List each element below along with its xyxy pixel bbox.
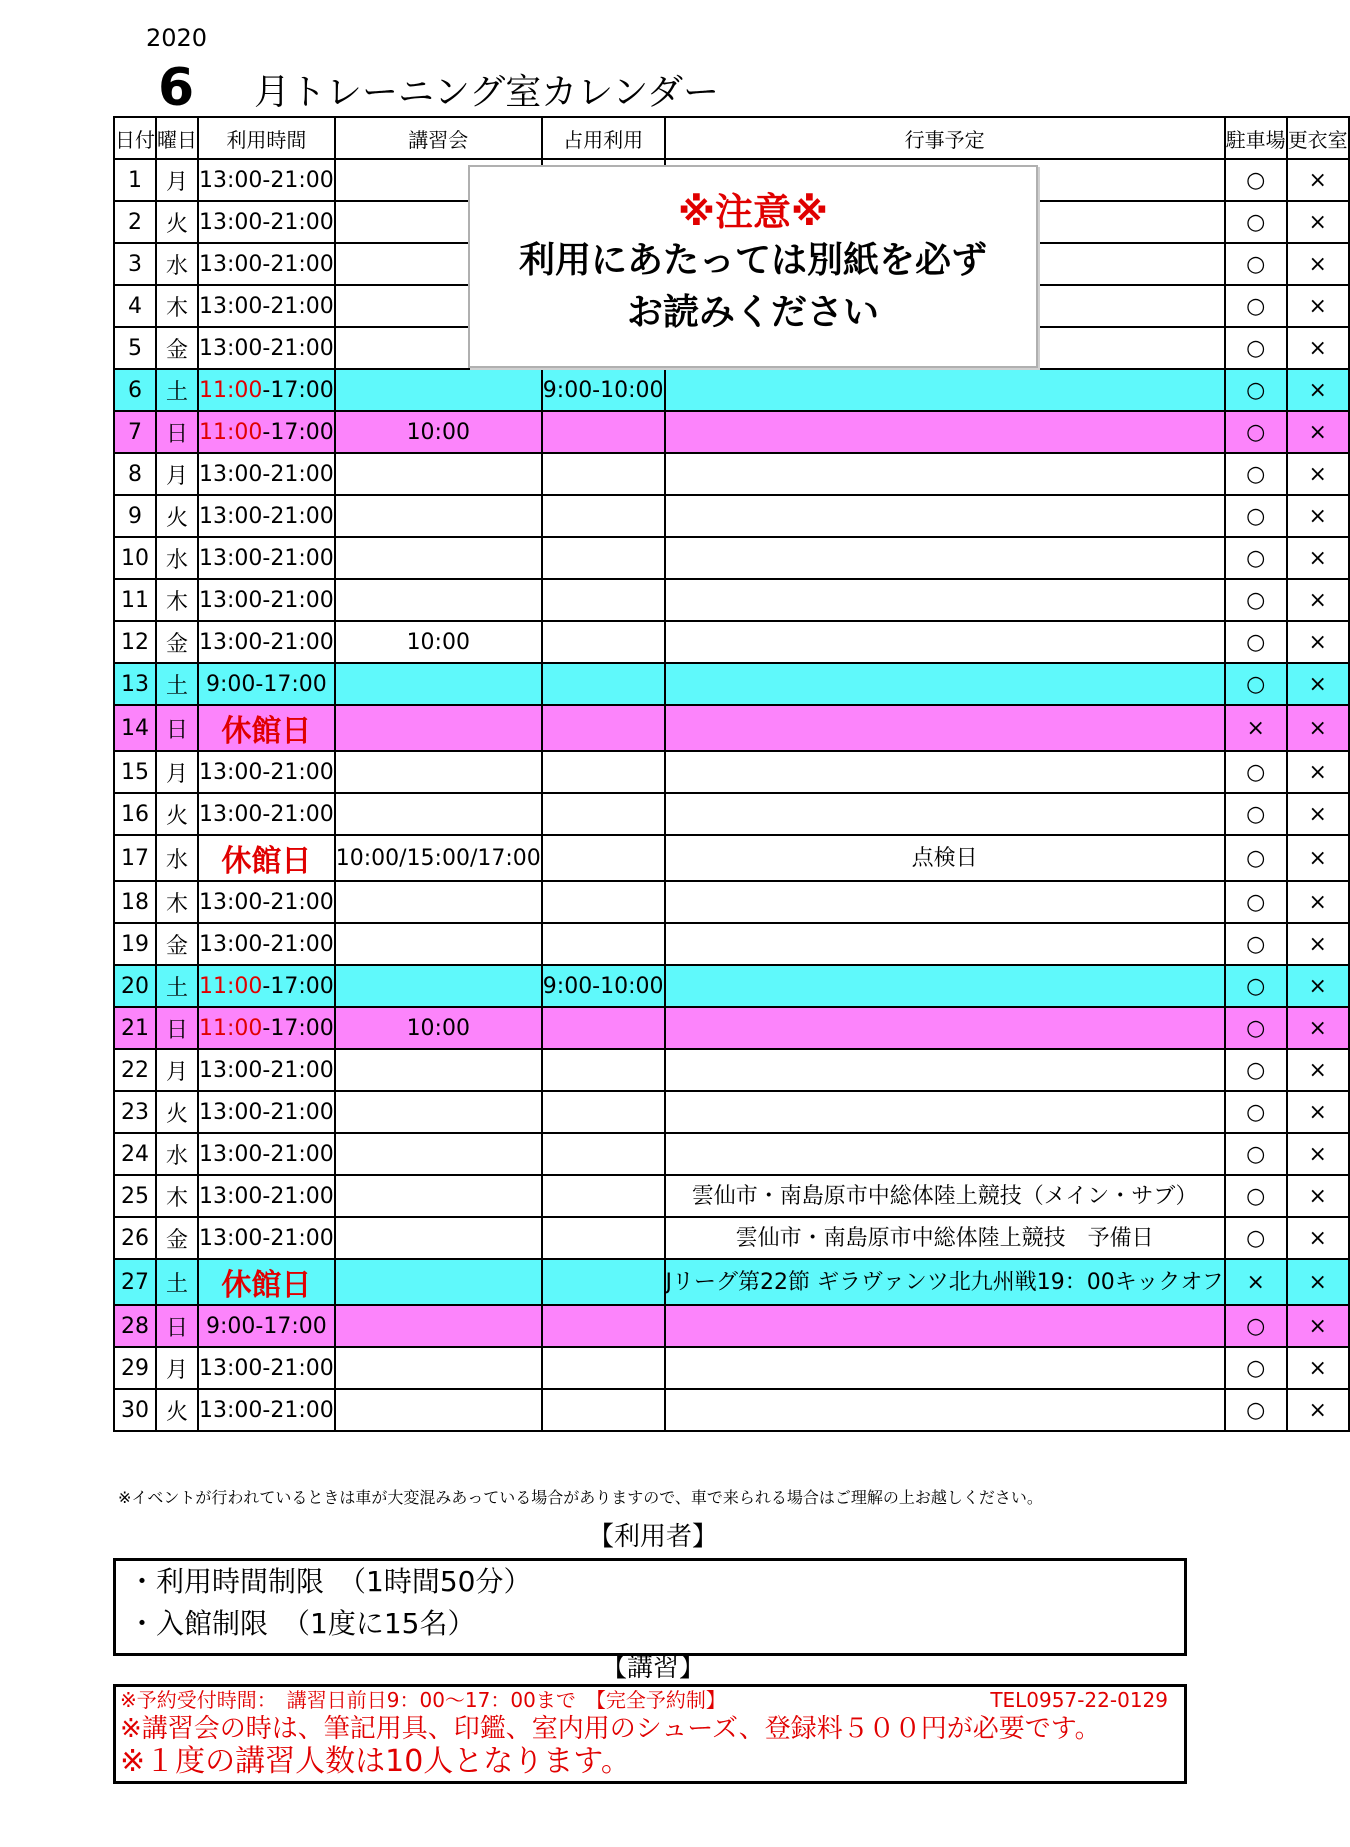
weekday-cell: 木	[156, 579, 198, 621]
header-events: 行事予定	[665, 117, 1225, 159]
event-cell	[665, 751, 1225, 793]
table-row	[114, 411, 1349, 453]
locker-cell: ×	[1287, 1175, 1349, 1217]
hours-cell	[198, 965, 335, 1007]
event-cell	[665, 453, 1225, 495]
date-cell: 16	[114, 793, 156, 835]
header-lecture: 講習会	[335, 117, 542, 159]
hours-cell: 13:00-21:00	[198, 621, 335, 663]
exclusive-cell	[542, 495, 665, 537]
lecture-cell	[335, 751, 542, 793]
hours-cell: 13:00-21:00	[198, 1091, 335, 1133]
event-cell: 雲仙市・南島原市中総体陸上競技（メイン・サブ）	[665, 1175, 1225, 1217]
exclusive-cell	[542, 705, 665, 751]
event-cell	[665, 369, 1225, 411]
locker-cell: ×	[1287, 243, 1349, 285]
closed-cell: 休館日	[198, 835, 335, 881]
parking-cell: ○	[1225, 1217, 1287, 1259]
locker-cell: ×	[1287, 579, 1349, 621]
weekday-cell: 月	[156, 453, 198, 495]
event-cell	[665, 621, 1225, 663]
locker-cell: ×	[1287, 1259, 1349, 1305]
notice-title: ※注意※	[678, 190, 828, 234]
parking-cell: ○	[1225, 243, 1287, 285]
users-heading: 【利用者】	[587, 1522, 718, 1552]
hours-start: 11:00	[199, 419, 263, 445]
exclusive-cell	[542, 835, 665, 881]
locker-cell: ×	[1287, 793, 1349, 835]
weekday-cell: 土	[156, 663, 198, 705]
locker-cell: ×	[1287, 1091, 1349, 1133]
locker-cell: ×	[1287, 1305, 1349, 1347]
parking-cell: ×	[1225, 1259, 1287, 1305]
locker-cell: ×	[1287, 453, 1349, 495]
parking-cell: ○	[1225, 1049, 1287, 1091]
lecture-cell	[335, 663, 542, 705]
table-row	[114, 881, 1349, 923]
hours-cell: 13:00-21:00	[198, 751, 335, 793]
parking-cell: ○	[1225, 579, 1287, 621]
date-cell: 29	[114, 1347, 156, 1389]
date-cell: 6	[114, 369, 156, 411]
hours-end: -17:00	[262, 1015, 334, 1041]
date-cell: 26	[114, 1217, 156, 1259]
date-cell: 30	[114, 1389, 156, 1431]
exclusive-cell	[542, 537, 665, 579]
table-row	[114, 579, 1349, 621]
hours-cell	[198, 369, 335, 411]
table-row	[114, 1305, 1349, 1347]
weekday-cell: 金	[156, 1217, 198, 1259]
hours-cell: 13:00-21:00	[198, 1217, 335, 1259]
exclusive-cell	[542, 1217, 665, 1259]
parking-cell: ○	[1225, 285, 1287, 327]
locker-cell: ×	[1287, 411, 1349, 453]
date-cell: 13	[114, 663, 156, 705]
lecture-cell	[335, 537, 542, 579]
hours-cell: 13:00-21:00	[198, 285, 335, 327]
parking-cell: ○	[1225, 621, 1287, 663]
exclusive-cell	[542, 1259, 665, 1305]
exclusive-cell	[542, 881, 665, 923]
parking-cell: ○	[1225, 835, 1287, 881]
locker-cell: ×	[1287, 621, 1349, 663]
parking-cell: ○	[1225, 1305, 1287, 1347]
page-title: 月トレーニング室カレンダー	[254, 72, 719, 113]
lecture-cell	[335, 793, 542, 835]
hours-cell: 13:00-21:00	[198, 923, 335, 965]
weekday-cell: 火	[156, 201, 198, 243]
lecture-cell: 10:00/15:00/17:00	[335, 835, 542, 881]
lecture-cell: 10:00	[335, 621, 542, 663]
table-row	[114, 835, 1349, 881]
lecture-cell: 10:00	[335, 1007, 542, 1049]
lecture-cell	[335, 453, 542, 495]
weekday-cell: 火	[156, 495, 198, 537]
table-row	[114, 923, 1349, 965]
hours-cell	[198, 411, 335, 453]
lecture-cell	[335, 1175, 542, 1217]
hours-cell: 13:00-21:00	[198, 1133, 335, 1175]
locker-cell: ×	[1287, 285, 1349, 327]
header-weekday: 曜日	[156, 117, 198, 159]
header-date: 日付	[114, 117, 156, 159]
event-cell	[665, 1305, 1225, 1347]
table-row	[114, 965, 1349, 1007]
lecture-cell	[335, 1305, 542, 1347]
lecture-cell	[335, 923, 542, 965]
exclusive-cell	[542, 411, 665, 453]
hours-cell: 13:00-21:00	[198, 243, 335, 285]
parking-cell: ○	[1225, 537, 1287, 579]
weekday-cell: 日	[156, 1007, 198, 1049]
lecture-reservation-text: ※予約受付時間： 講習日前日9：00〜17：00まで 【完全予約制】	[120, 1688, 726, 1712]
locker-cell: ×	[1287, 923, 1349, 965]
weekday-cell: 月	[156, 751, 198, 793]
event-cell	[665, 663, 1225, 705]
parking-cell: ○	[1225, 1389, 1287, 1431]
event-cell	[665, 579, 1225, 621]
weekday-cell: 水	[156, 537, 198, 579]
parking-cell: ○	[1225, 1133, 1287, 1175]
header-parking: 駐車場	[1225, 117, 1287, 159]
hours-cell: 13:00-21:00	[198, 537, 335, 579]
parking-cell: ○	[1225, 663, 1287, 705]
parking-cell: ○	[1225, 793, 1287, 835]
weekday-cell: 水	[156, 835, 198, 881]
event-cell	[665, 411, 1225, 453]
weekday-cell: 火	[156, 793, 198, 835]
hours-cell: 13:00-21:00	[198, 1347, 335, 1389]
lecture-cell: 10:00	[335, 411, 542, 453]
locker-cell: ×	[1287, 1347, 1349, 1389]
locker-cell: ×	[1287, 835, 1349, 881]
hours-start: 11:00	[199, 973, 263, 999]
date-cell: 9	[114, 495, 156, 537]
exclusive-cell	[542, 1007, 665, 1049]
lecture-box	[113, 1684, 1187, 1784]
table-row	[114, 793, 1349, 835]
parking-cell: ○	[1225, 453, 1287, 495]
lecture-requirements: ※講習会の時は、筆記用具、印鑑、室内用のシューズ、登録料５００円が必要です。	[120, 1714, 1101, 1744]
event-cell	[665, 965, 1225, 1007]
hours-cell: 13:00-21:00	[198, 793, 335, 835]
hours-cell: 13:00-21:00	[198, 201, 335, 243]
date-cell: 20	[114, 965, 156, 1007]
table-row	[114, 369, 1349, 411]
date-cell: 28	[114, 1305, 156, 1347]
date-cell: 11	[114, 579, 156, 621]
table-row	[114, 621, 1349, 663]
weekday-cell: 日	[156, 411, 198, 453]
exclusive-cell	[542, 579, 665, 621]
date-cell: 4	[114, 285, 156, 327]
weekday-cell: 金	[156, 327, 198, 369]
date-cell: 24	[114, 1133, 156, 1175]
weekday-cell: 金	[156, 621, 198, 663]
parking-cell: ○	[1225, 1007, 1287, 1049]
hours-start: 11:00	[199, 377, 263, 403]
weekday-cell: 火	[156, 1091, 198, 1133]
exclusive-cell	[542, 663, 665, 705]
notice-box	[468, 165, 1038, 368]
date-cell: 12	[114, 621, 156, 663]
hours-cell: 13:00-21:00	[198, 881, 335, 923]
exclusive-cell	[542, 621, 665, 663]
users-box	[113, 1558, 1187, 1656]
hours-cell: 13:00-21:00	[198, 453, 335, 495]
parking-cell: ○	[1225, 1091, 1287, 1133]
exclusive-cell	[542, 1091, 665, 1133]
event-cell	[665, 793, 1225, 835]
table-row	[114, 1347, 1349, 1389]
exclusive-cell	[542, 793, 665, 835]
locker-cell: ×	[1287, 1389, 1349, 1431]
parking-cell: ○	[1225, 495, 1287, 537]
table-row	[114, 453, 1349, 495]
weekday-cell: 日	[156, 1305, 198, 1347]
exclusive-cell	[542, 1049, 665, 1091]
exclusive-cell	[542, 1389, 665, 1431]
parking-cell: ○	[1225, 1347, 1287, 1389]
parking-cell: ○	[1225, 159, 1287, 201]
closed-cell: 休館日	[198, 1259, 335, 1305]
parking-cell: ○	[1225, 369, 1287, 411]
exclusive-cell	[542, 453, 665, 495]
date-cell: 3	[114, 243, 156, 285]
table-row	[114, 1389, 1349, 1431]
locker-cell: ×	[1287, 705, 1349, 751]
hours-cell: 9:00-17:00	[198, 1305, 335, 1347]
parking-cell: ○	[1225, 201, 1287, 243]
date-cell: 25	[114, 1175, 156, 1217]
event-cell: 雲仙市・南島原市中総体陸上競技 予備日	[665, 1217, 1225, 1259]
exclusive-cell	[542, 1347, 665, 1389]
table-row	[114, 705, 1349, 751]
header-hours: 利用時間	[198, 117, 335, 159]
event-cell	[665, 1007, 1225, 1049]
lecture-heading: 【講習】	[600, 1653, 705, 1683]
date-cell: 27	[114, 1259, 156, 1305]
event-cell	[665, 881, 1225, 923]
locker-cell: ×	[1287, 1217, 1349, 1259]
date-cell: 14	[114, 705, 156, 751]
locker-cell: ×	[1287, 495, 1349, 537]
weekday-cell: 水	[156, 243, 198, 285]
locker-cell: ×	[1287, 881, 1349, 923]
event-cell	[665, 1091, 1225, 1133]
table-row	[114, 1091, 1349, 1133]
hours-cell	[198, 1007, 335, 1049]
closed-cell: 休館日	[198, 705, 335, 751]
lecture-cell	[335, 495, 542, 537]
month-number: 6	[158, 58, 195, 118]
hours-cell: 13:00-21:00	[198, 495, 335, 537]
table-row	[114, 1175, 1349, 1217]
table-row	[114, 1217, 1349, 1259]
weekday-cell: 月	[156, 1347, 198, 1389]
hours-cell: 9:00-17:00	[198, 663, 335, 705]
hours-cell: 13:00-21:00	[198, 159, 335, 201]
weekday-cell: 木	[156, 285, 198, 327]
hours-end: -17:00	[262, 419, 334, 445]
locker-cell: ×	[1287, 327, 1349, 369]
hours-cell: 13:00-21:00	[198, 1049, 335, 1091]
users-item: ・利用時間制限 （1時間50分）	[128, 1565, 532, 1598]
table-row	[114, 751, 1349, 793]
locker-cell: ×	[1287, 537, 1349, 579]
date-cell: 19	[114, 923, 156, 965]
locker-cell: ×	[1287, 1007, 1349, 1049]
exclusive-cell	[542, 1305, 665, 1347]
locker-cell: ×	[1287, 159, 1349, 201]
date-cell: 10	[114, 537, 156, 579]
lecture-tel: TEL0957-22-0129	[990, 1688, 1168, 1712]
event-cell	[665, 705, 1225, 751]
parking-cell: ○	[1225, 1175, 1287, 1217]
hours-cell: 13:00-21:00	[198, 579, 335, 621]
lecture-cell	[335, 965, 542, 1007]
parking-cell: ○	[1225, 923, 1287, 965]
notice-line: 利用にあたっては別紙を必ず	[518, 240, 987, 281]
hours-end: -17:00	[262, 973, 334, 999]
table-header-row	[114, 117, 1349, 159]
event-cell	[665, 1133, 1225, 1175]
date-cell: 2	[114, 201, 156, 243]
parking-cell: ○	[1225, 881, 1287, 923]
lecture-cell	[335, 881, 542, 923]
exclusive-cell	[542, 923, 665, 965]
event-cell: 点検日	[665, 835, 1225, 881]
exclusive-cell	[542, 1133, 665, 1175]
weekday-cell: 日	[156, 705, 198, 751]
table-row	[114, 1133, 1349, 1175]
event-cell	[665, 495, 1225, 537]
weekday-cell: 木	[156, 881, 198, 923]
locker-cell: ×	[1287, 965, 1349, 1007]
date-cell: 17	[114, 835, 156, 881]
weekday-cell: 火	[156, 1389, 198, 1431]
event-cell	[665, 1389, 1225, 1431]
locker-cell: ×	[1287, 751, 1349, 793]
event-cell	[665, 923, 1225, 965]
hours-end: -17:00	[262, 377, 334, 403]
date-cell: 23	[114, 1091, 156, 1133]
lecture-cell	[335, 1049, 542, 1091]
lecture-cell	[335, 1259, 542, 1305]
locker-cell: ×	[1287, 1133, 1349, 1175]
lecture-cell	[335, 1347, 542, 1389]
hours-cell: 13:00-21:00	[198, 327, 335, 369]
lecture-cell	[335, 1217, 542, 1259]
table-row	[114, 1007, 1349, 1049]
locker-cell: ×	[1287, 201, 1349, 243]
parking-cell: ○	[1225, 965, 1287, 1007]
event-cell	[665, 1049, 1225, 1091]
date-cell: 1	[114, 159, 156, 201]
weekday-cell: 木	[156, 1175, 198, 1217]
table-row	[114, 1259, 1349, 1305]
exclusive-cell	[542, 751, 665, 793]
weekday-cell: 土	[156, 369, 198, 411]
header-locker: 更衣室	[1287, 117, 1349, 159]
parking-cell: ×	[1225, 705, 1287, 751]
exclusive-cell: 9:00-10:00	[542, 369, 665, 411]
weekday-cell: 金	[156, 923, 198, 965]
lecture-cell	[335, 1133, 542, 1175]
date-cell: 8	[114, 453, 156, 495]
table-row	[114, 495, 1349, 537]
exclusive-cell	[542, 1175, 665, 1217]
lecture-cell	[335, 369, 542, 411]
locker-cell: ×	[1287, 369, 1349, 411]
weekday-cell: 水	[156, 1133, 198, 1175]
parking-cell: ○	[1225, 327, 1287, 369]
exclusive-cell: 9:00-10:00	[542, 965, 665, 1007]
event-cell	[665, 1347, 1225, 1389]
hours-start: 11:00	[199, 1015, 263, 1041]
users-item: ・入館制限 （1度に15名）	[128, 1607, 476, 1640]
lecture-cell	[335, 1091, 542, 1133]
lecture-cell	[335, 579, 542, 621]
event-cell: Jリーグ第22節 ギラヴァンツ北九州戦19：00キックオフ	[665, 1259, 1225, 1305]
locker-cell: ×	[1287, 663, 1349, 705]
notice-line: お読みください	[626, 292, 879, 333]
date-cell: 21	[114, 1007, 156, 1049]
weekday-cell: 土	[156, 1259, 198, 1305]
table-row	[114, 663, 1349, 705]
parking-cell: ○	[1225, 751, 1287, 793]
weekday-cell: 土	[156, 965, 198, 1007]
date-cell: 22	[114, 1049, 156, 1091]
locker-cell: ×	[1287, 1049, 1349, 1091]
table-row	[114, 537, 1349, 579]
lecture-reservation	[116, 1687, 1184, 1713]
event-cell	[665, 537, 1225, 579]
lecture-capacity: ※１度の講習人数は10人となります。	[120, 1744, 631, 1779]
year-label: 2020	[146, 24, 208, 52]
table-row	[114, 1049, 1349, 1091]
weekday-cell: 月	[156, 159, 198, 201]
parking-cell: ○	[1225, 411, 1287, 453]
lecture-cell	[335, 705, 542, 751]
date-cell: 5	[114, 327, 156, 369]
date-cell: 7	[114, 411, 156, 453]
hours-cell: 13:00-21:00	[198, 1389, 335, 1431]
weekday-cell: 月	[156, 1049, 198, 1091]
header-exclusive: 占用利用	[542, 117, 665, 159]
footnote: ※イベントが行われているときは車が大変混みあっている場合がありますので、車で来られる場合はご理解の上お越しください。	[118, 1488, 1043, 1507]
date-cell: 15	[114, 751, 156, 793]
date-cell: 18	[114, 881, 156, 923]
lecture-cell	[335, 1389, 542, 1431]
hours-cell: 13:00-21:00	[198, 1175, 335, 1217]
